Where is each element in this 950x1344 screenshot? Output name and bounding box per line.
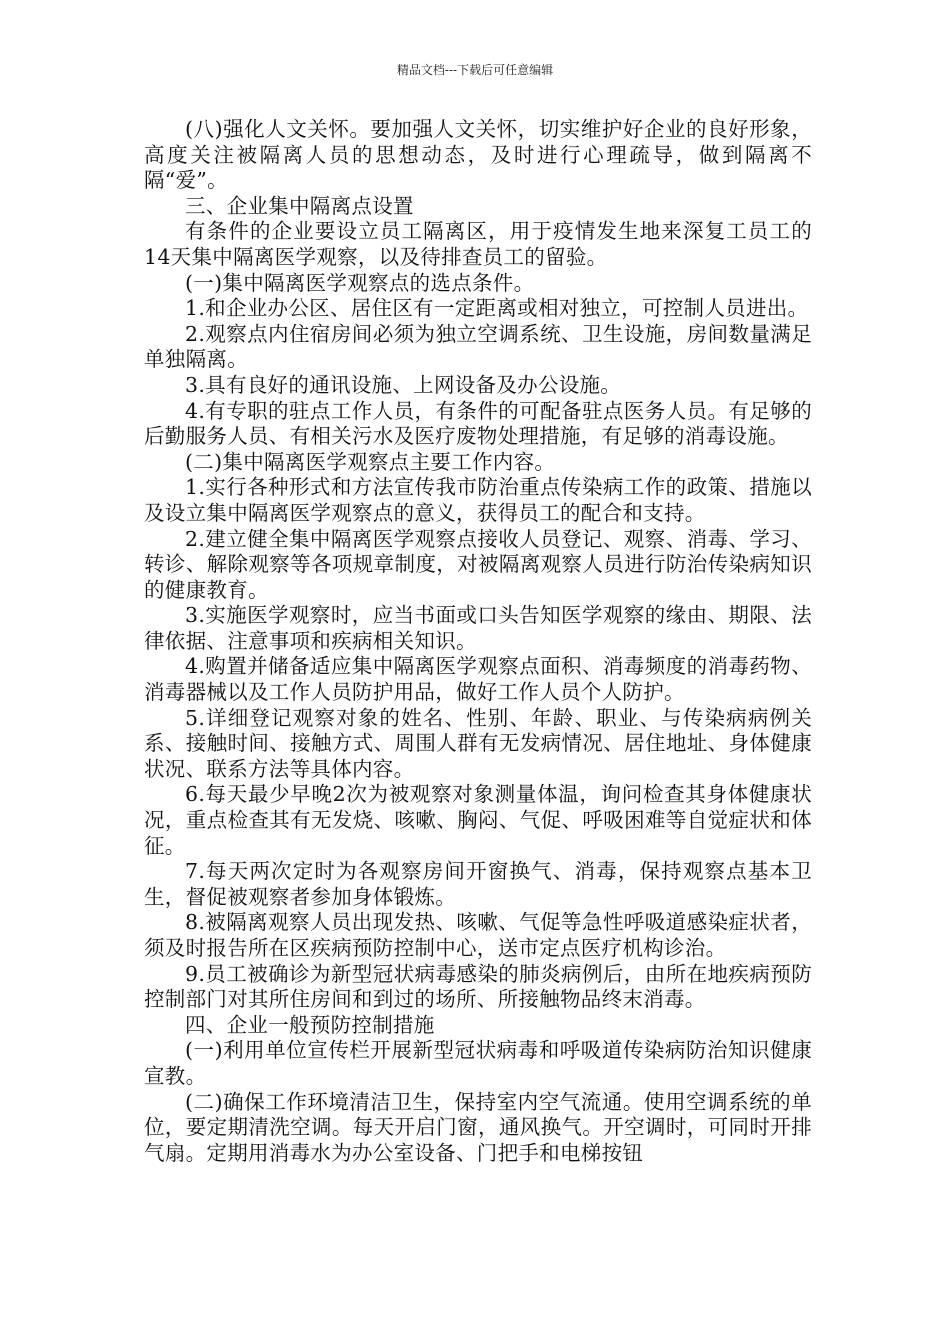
page-header: 精品文档---下载后可任意编辑 (396, 63, 554, 77)
list-item: 2.建立健全集中隔离医学观察点接收人员登记、观察、消毒、学习、转诊、解除观察等各项规章制度，对被隔离观察人员进行防治传染病知识的健康教育。 (144, 526, 812, 602)
list-item: (二)确保工作环境清洁卫生，保持室内空气流通。使用空调系统的单位，要定期清洗空调。每天开启门窗，通风换气。开空调时，可同时开排气扇。定期用消毒水为办公室设备、门把手和电梯按钮 (144, 1089, 812, 1165)
list-item: 1.实行各种形式和方法宣传我市防治重点传染病工作的政策、措施以及设立集中隔离医学观察点的意义，获得员工的配合和支持。 (144, 475, 812, 525)
list-item: 2.观察点内住宿房间必须为独立空调系统、卫生设施，房间数量满足单独隔离。 (144, 321, 812, 372)
list-item: 3.具有良好的通讯设施、上网设备及办公设施。 (185, 372, 622, 397)
list-item: 9.员工被确诊为新型冠状病毒感染的肺炎病例后，由所在地疾病预防控制部门对其所住房间和到过的场所、所接触物品终末消毒。 (144, 961, 812, 1012)
list-item: 8.被隔离观察人员出现发热、咳嗽、气促等急性呼吸道感染症状者，须及时报告所在区疾病预防控制中心，送市定点医疗机构诊治。 (144, 910, 812, 960)
section-heading-3: 三、企业集中隔离点设置 (185, 193, 414, 218)
list-item: 3.实施医学观察时，应当书面或口头告知医学观察的缘由、期限、法律依据、注意事项和疾病相关知识。 (144, 603, 812, 653)
list-item: 6.每天最少早晚2次为被观察对象测量体温，询问检查其身体健康状况，重点检查其有无发烧、咳嗽、胸闷、气促、呼吸困难等自觉症状和体征。 (144, 782, 812, 858)
document-body (144, 117, 812, 1166)
list-item: 1.和企业办公区、居住区有一定距离或相对独立，可控制人员进出。 (185, 296, 809, 321)
paragraph-humanistic-care: (八)强化人文关怀。要加强人文关怀，切实维护好企业的良好形象，高度关注被隔离人员的思想动态，及时进行心理疏导，做到隔离不隔“爱”。 (144, 117, 812, 193)
paragraph-isolation-area: 有条件的企业要设立员工隔离区，用于疫情发生地来深复工员工的14天集中隔离医学观察，以及待排查员工的留验。 (144, 219, 812, 269)
section-heading-4: 四、企业一般预防控制措施 (185, 1012, 435, 1037)
subsection-heading-site-conditions: (一)集中隔离医学观察点的选点条件。 (185, 270, 535, 295)
list-item: 5.详细登记观察对象的姓名、性别、年龄、职业、与传染病病例关系、接触时间、接触方式、周围人群有无发病情况、居住地址、身体健康状况、联系方法等具体内容。 (144, 705, 812, 781)
subsection-heading-main-work: (二)集中隔离医学观察点主要工作内容。 (185, 449, 556, 474)
list-item: 7.每天两次定时为各观察房间开窗换气、消毒，保持观察点基本卫生，督促被观察者参加身体锻炼。 (144, 859, 812, 909)
list-item: (一)利用单位宣传栏开展新型冠状病毒和呼吸道传染病防治知识健康宣教。 (144, 1038, 812, 1088)
list-item: 4.购置并储备适应集中隔离医学观察点面积、消毒频度的消毒药物、消毒器械以及工作人员防护用品，做好工作人员个人防护。 (144, 654, 812, 705)
list-item: 4.有专职的驻点工作人员，有条件的可配备驻点医务人员。有足够的后勤服务人员、有相关污水及医疗废物处理措施，有足够的消毒设施。 (144, 398, 812, 449)
